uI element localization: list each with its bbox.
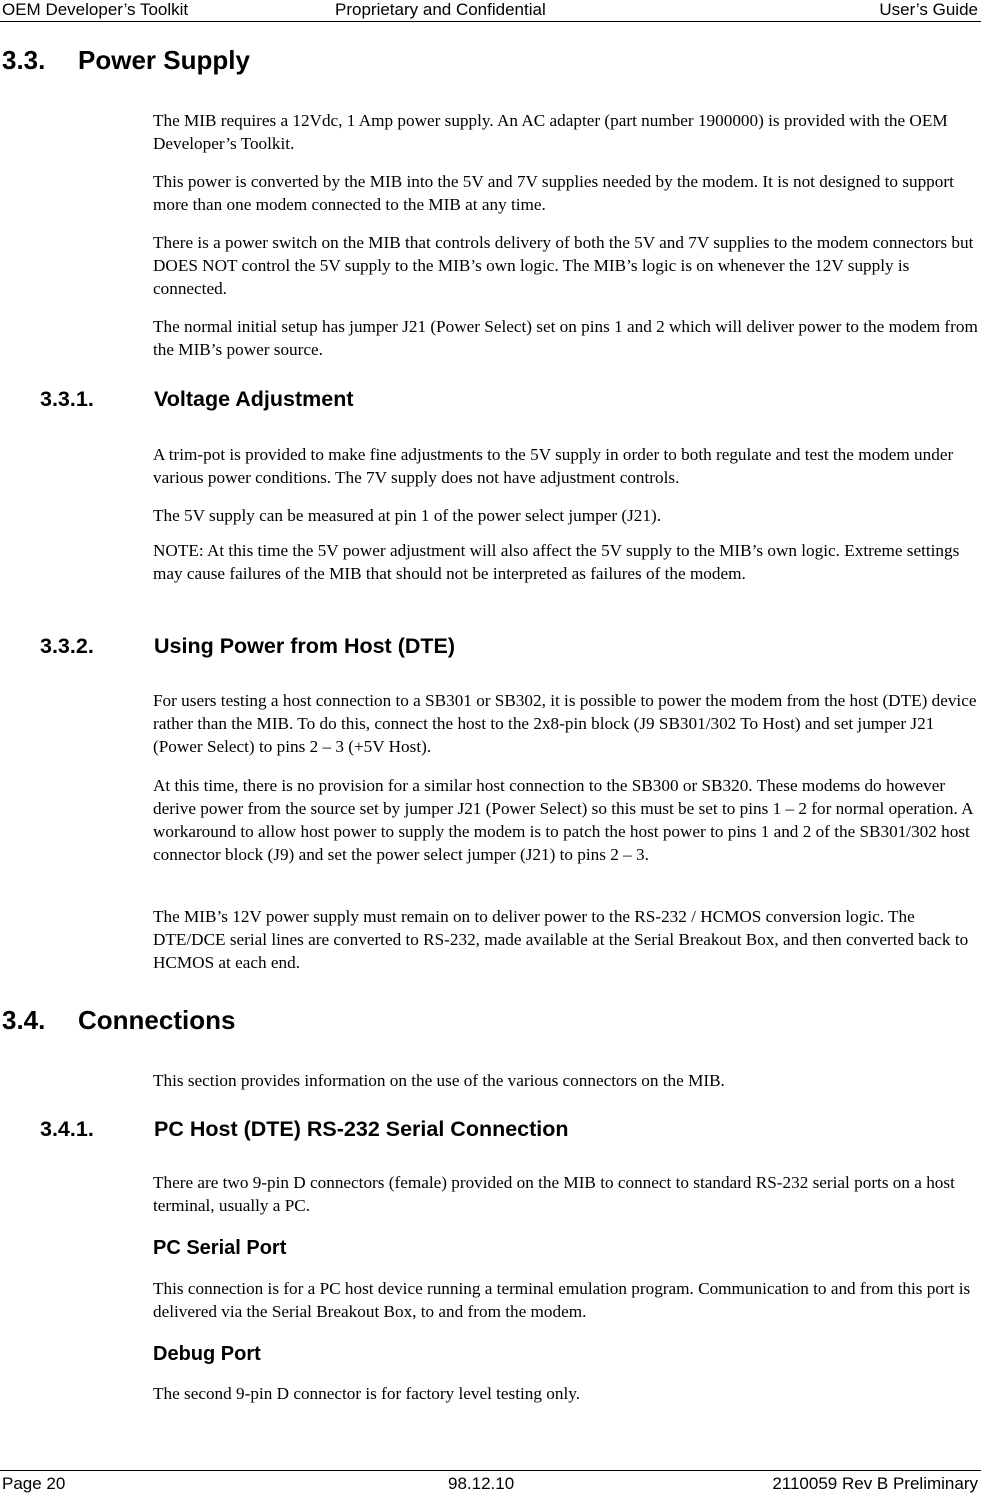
footer-page-number: Page 20 [2, 1474, 66, 1493]
paragraph: There are two 9-pin D connectors (female) provided on the MIB to connect to standard RS-232 serial ports on a host terminal, usually a PC. [153, 1173, 955, 1215]
footer-document-number: 2110059 Rev B Preliminary [772, 1474, 978, 1493]
heading-title: PC Host (DTE) RS-232 Serial Connection [154, 1117, 569, 1141]
paragraph: This power is converted by the MIB into the 5V and 7V supplies needed by the modem. It is not designed to support more than one modem connected to the MIB at any time. [153, 172, 954, 214]
heading-number: 3.3.2. [40, 634, 94, 658]
heading-title: Connections [78, 1005, 236, 1035]
paragraph: The second 9-pin D connector is for factory level testing only. [153, 1384, 581, 1403]
page-header [0, 0, 981, 22]
paragraph: The MIB requires a 12Vdc, 1 Amp power supply. An AC adapter (part number 1900000) is provided with the OEM Developer’s Toolkit. [153, 111, 948, 153]
header-document-title: OEM Developer’s Toolkit [2, 0, 189, 19]
paragraph: There is a power switch on the MIB that controls delivery of both the 5V and 7V supplies to the modem connectors but DOES NOT control the 5V supply to the MIB’s own logic. The MIB’s logic is on whenever the 12V supply is connected. [153, 233, 974, 298]
heading-number: 3.3.1. [40, 387, 94, 411]
heading-number: 3.3. [2, 45, 46, 75]
paragraph: A trim-pot is provided to make fine adjustments to the 5V supply in order to both regulate and test the modem under various power conditions. The 7V supply does not have adjustment controls. [153, 445, 954, 487]
header-guide-title: User’s Guide [879, 0, 978, 19]
paragraph: The MIB’s 12V power supply must remain on to deliver power to the RS-232 / HCMOS conversion logic. The DTE/DCE serial lines are converted to RS-232, made available at the Serial Breakout Box, and then converted back to HCMOS at each end. [153, 907, 969, 972]
heading-title: Using Power from Host (DTE) [154, 634, 456, 658]
paragraph: For users testing a host connection to a SB301 or SB302, it is possible to power the modem from the host (DTE) device rather than the MIB. To do this, connect the host to the 2x8-pin block (J9 SB301/302 To Host) and set jumper J21 (Power Select) to pins 2 – 3 (+5V Host). [153, 691, 977, 756]
heading-pc-host-serial-connection [40, 1117, 569, 1142]
heading-number: 3.4. [2, 1005, 46, 1035]
header-confidentiality: Proprietary and Confidential [335, 0, 546, 19]
paragraph: This section provides information on the use of the various connectors on the MIB. [153, 1071, 725, 1090]
subheading-pc-serial-port: PC Serial Port [153, 1237, 287, 1259]
heading-connections [2, 1005, 235, 1036]
heading-title: Power Supply [78, 45, 250, 75]
footer-date: 98.12.10 [448, 1474, 515, 1493]
paragraph: The normal initial setup has jumper J21 (Power Select) set on pins 1 and 2 which will deliver power to the modem from the MIB’s power source. [153, 317, 978, 359]
heading-title: Voltage Adjustment [154, 387, 354, 411]
paragraph: NOTE: At this time the 5V power adjustment will also affect the 5V supply to the MIB’s own logic. Extreme settings may cause failures of the MIB that should not be interpreted as failures of the modem. [153, 541, 960, 583]
heading-power-from-host [40, 634, 455, 659]
paragraph: At this time, there is no provision for a similar host connection to the SB300 or SB320. These modems do however derive power from the source set by jumper J21 (Power Select) so this must be set to pins 1 – 2 for normal operation. A workaround to allow host power to supply the modem is to patch the host power to pins 1 and 2 of the SB301/302 host connector block (J9) and set the power select jumper (J21) to pins 2 – 3. [153, 776, 973, 864]
paragraph: The 5V supply can be measured at pin 1 of the power select jumper (J21). [153, 506, 661, 525]
page-footer [0, 1470, 981, 1497]
heading-voltage-adjustment [40, 387, 353, 412]
subheading-debug-port: Debug Port [153, 1343, 261, 1365]
heading-power-supply [2, 45, 250, 76]
heading-number: 3.4.1. [40, 1117, 94, 1141]
paragraph: This connection is for a PC host device running a terminal emulation program. Communication to and from this port is delivered via the Serial Breakout Box, to and from the modem. [153, 1279, 971, 1321]
